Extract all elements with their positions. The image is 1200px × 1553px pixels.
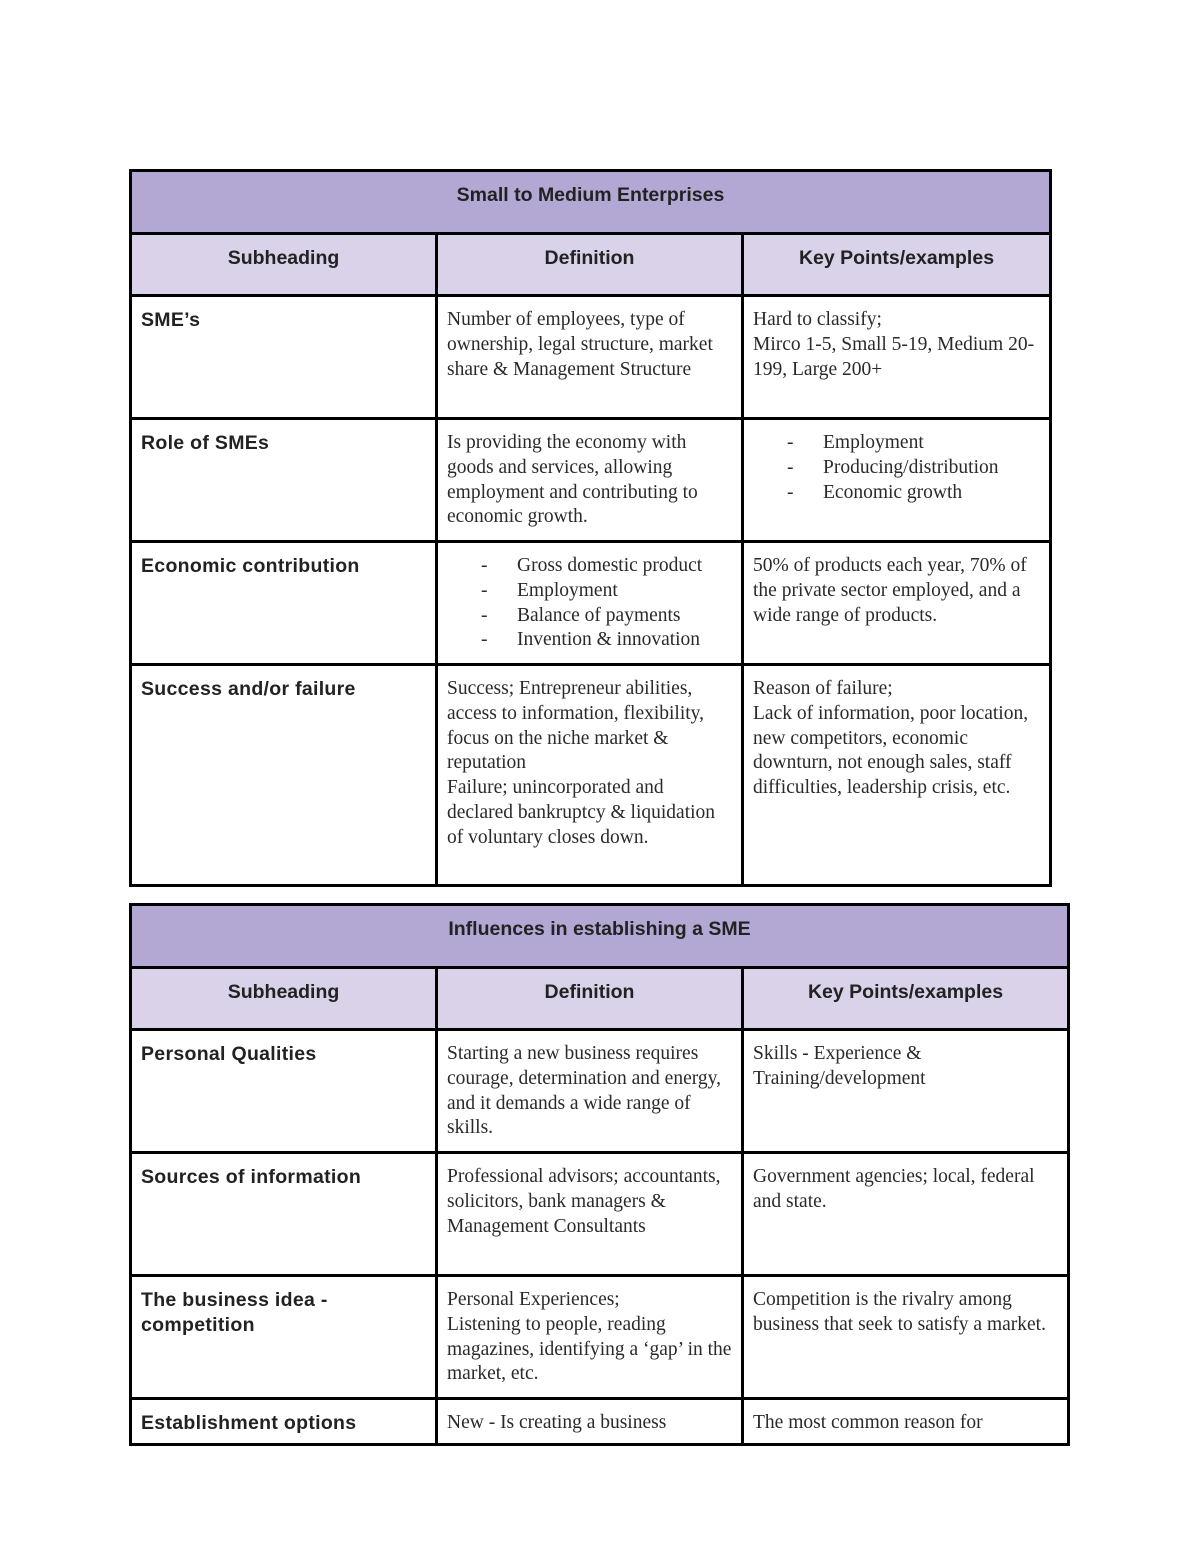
row-key-points: Government agencies; local, federal and state.: [743, 1153, 1069, 1276]
column-header-definition: Definition: [437, 968, 743, 1030]
row-definition: Starting a new business requires courage, determination and energy, and it demands a wide range of skills.: [437, 1030, 743, 1153]
table-title-row: [131, 905, 1069, 968]
table-row: [131, 542, 1051, 665]
list-item: - Producing/distribution: [787, 456, 1040, 481]
row-key-points: [743, 419, 1051, 542]
row-key-points: 50% of products each year, 70% of the private sector employed, and a wide range of products.: [743, 542, 1051, 665]
row-subheading: Establishment options: [131, 1399, 437, 1445]
column-header-subheading: Subheading: [131, 234, 437, 296]
sme-table: [129, 169, 1052, 887]
table-row: [131, 1153, 1069, 1276]
row-subheading: Success and/or failure: [131, 665, 437, 886]
row-definition: [437, 542, 743, 665]
key-point-line: Hard to classify;: [753, 309, 882, 330]
row-definition: [437, 1276, 743, 1399]
table-header-row: [131, 968, 1069, 1030]
row-subheading: Economic contribution: [131, 542, 437, 665]
list-item: - Economic growth: [787, 481, 1040, 506]
table-header-row: [131, 234, 1051, 296]
list-item: - Gross domestic product: [481, 554, 732, 579]
table-title: Small to Medium Enterprises: [131, 171, 1051, 234]
table-row: [131, 419, 1051, 542]
key-point-line: Lack of information, poor location, new competitors, economic downturn, not enough sales, staff difficulties, leadership crisis, etc.: [753, 702, 1029, 799]
row-key-points: [743, 665, 1051, 886]
definition-line: Listening to people, reading magazines, identifying a ‘gap’ in the market, etc.: [447, 1313, 732, 1385]
row-subheading: Sources of information: [131, 1153, 437, 1276]
list-item: - Invention & innovation: [481, 628, 732, 653]
row-key-points: [743, 296, 1051, 419]
column-header-key-points: Key Points/examples: [743, 234, 1051, 296]
list-item: - Employment: [481, 579, 732, 604]
row-key-points: Competition is the rivalry among business that seek to satisfy a market.: [743, 1276, 1069, 1399]
row-definition: New - Is creating a business: [437, 1399, 743, 1445]
definition-line: Success; Entrepreneur abilities, access to information, flexibility, focus on the niche market & reputation: [447, 678, 705, 774]
table-row: [131, 1276, 1069, 1399]
list-item: - Employment: [787, 431, 1040, 456]
row-subheading: Personal Qualities: [131, 1030, 437, 1153]
row-subheading: The business idea - competition: [131, 1276, 437, 1399]
list-item: - Balance of payments: [481, 604, 732, 629]
table-row: [131, 665, 1051, 886]
row-definition: Is providing the economy with goods and services, allowing employment and contributing to economic growth.: [437, 419, 743, 542]
sme-influences-table: [129, 903, 1070, 1446]
key-point-line: Reason of failure;: [753, 678, 893, 699]
row-key-points: Skills - Experience & Training/development: [743, 1030, 1069, 1153]
column-header-key-points: Key Points/examples: [743, 968, 1069, 1030]
bullet-list: [447, 554, 732, 653]
table-title: Influences in establishing a SME: [131, 905, 1069, 968]
row-definition: Number of employees, type of ownership, legal structure, market share & Management Structure: [437, 296, 743, 419]
definition-line: Failure; unincorporated and declared bankruptcy & liquidation of voluntary closes down.: [447, 777, 716, 848]
table-title-row: [131, 171, 1051, 234]
row-definition: Professional advisors; accountants, solicitors, bank managers & Management Consultants: [437, 1153, 743, 1276]
definition-line: Personal Experiences;: [447, 1289, 620, 1310]
bullet-list: [753, 431, 1040, 505]
row-key-points: The most common reason for: [743, 1399, 1069, 1445]
key-point-line: Mirco 1-5, Small 5-19, Medium 20-199, Large 200+: [753, 333, 1035, 380]
column-header-definition: Definition: [437, 234, 743, 296]
table-row: [131, 296, 1051, 419]
row-subheading: SME’s: [131, 296, 437, 419]
row-subheading: Role of SMEs: [131, 419, 437, 542]
column-header-subheading: Subheading: [131, 968, 437, 1030]
table-row: [131, 1399, 1069, 1445]
row-definition: [437, 665, 743, 886]
table-row: [131, 1030, 1069, 1153]
